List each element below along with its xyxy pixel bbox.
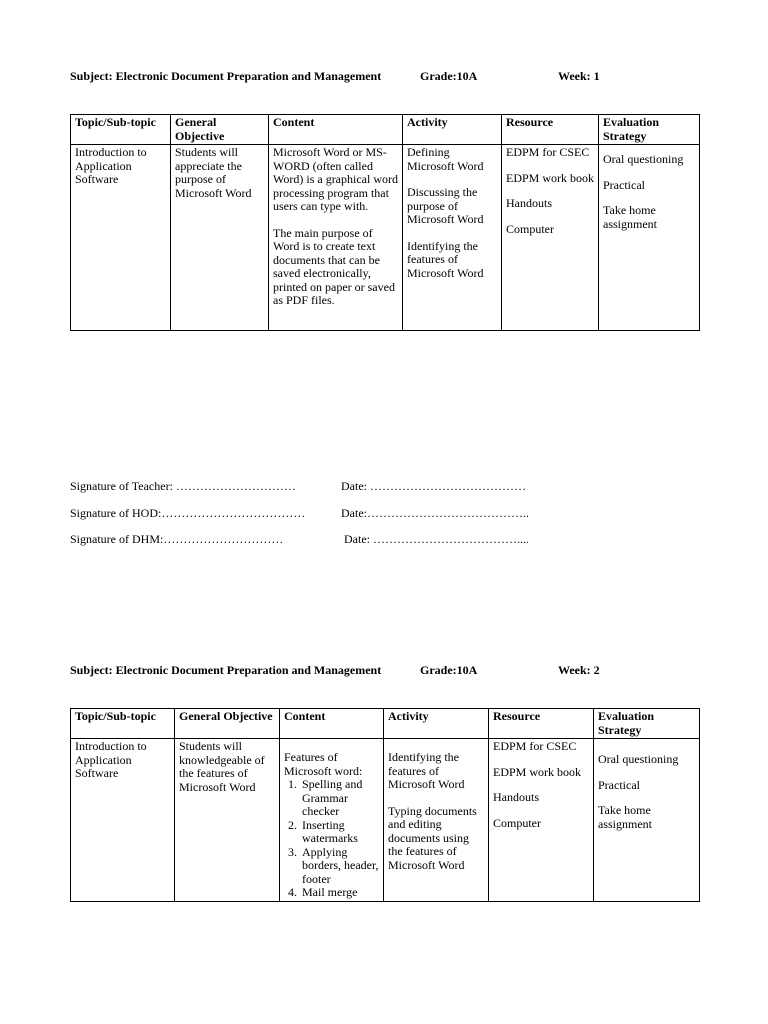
week1-activity-item: Identifying the features of Microsoft Word <box>407 238 484 280</box>
col-objective-header: General Objective <box>171 115 269 145</box>
col-activity-header: Activity <box>403 115 502 145</box>
signature-teacher-row <box>70 479 570 493</box>
week2-resource-item: Computer <box>493 815 541 830</box>
signature-hod-row <box>70 506 570 520</box>
week1-week: Week: 1 <box>558 69 600 83</box>
signature-teacher-date: Date: ………………………………… <box>341 479 526 493</box>
week2-content-cell <box>280 739 384 902</box>
week2-resource-item: EDPM work book <box>493 764 582 779</box>
week2-features-list <box>284 778 379 900</box>
col-evaluation-header: Evaluation Strategy <box>599 115 700 145</box>
week1-resource-cell <box>502 145 599 331</box>
week2-header <box>70 663 710 677</box>
week1-evaluation-item: Practical <box>603 177 645 192</box>
week1-content-para-1: Microsoft Word or MS-WORD (often called Word) is a graphical word processing program that users can type with. <box>273 145 398 213</box>
week2-evaluation-item: Oral questioning <box>598 752 679 766</box>
week1-resource-item: Handouts <box>506 196 552 210</box>
week2-header-row <box>71 709 700 739</box>
week1-lesson-table <box>70 114 700 331</box>
col-topic-header: Topic/Sub-topic <box>71 709 175 739</box>
col-content-header: Content <box>269 115 403 145</box>
week2-objective-cell: Students will knowledgeable of the features of Microsoft Word <box>175 739 280 902</box>
week1-header <box>70 69 710 83</box>
week1-content-para-2: The main purpose of Word is to create text documents that can be saved electronically, printed on paper or saved as PDF files. <box>273 225 395 307</box>
week1-subject: Subject: Electronic Document Preparation and Management <box>70 69 382 83</box>
week2-resource-cell <box>489 739 594 902</box>
list-item: 2. Inserting watermarks <box>300 819 379 846</box>
col-resource-header: Resource <box>489 709 594 739</box>
week1-objective-cell: Students will appreciate the purpose of Microsoft Word <box>171 145 269 331</box>
week1-resource-item: Computer <box>506 221 554 236</box>
week2-activity-cell <box>384 739 489 902</box>
signature-teacher: Signature of Teacher: ………………………… <box>70 479 296 493</box>
signature-dhm-date: Date: ……………………………….... <box>344 532 529 546</box>
week2-resource-item: Handouts <box>493 790 539 804</box>
signature-dhm-row <box>70 532 570 546</box>
week1-header-row <box>71 115 700 145</box>
col-content-header: Content <box>280 709 384 739</box>
week1-evaluation-item: Oral questioning <box>603 152 684 166</box>
week2-topic-cell: Introduction to Application Software <box>71 739 175 902</box>
list-item: 4. Mail merge <box>300 886 379 900</box>
signature-dhm: Signature of DHM:………………………… <box>70 532 284 546</box>
signature-hod: Signature of HOD:……………………………… <box>70 506 306 520</box>
week2-resource-item: EDPM for CSEC <box>493 739 577 753</box>
week1-topic-cell: Introduction to Application Software <box>71 145 171 331</box>
week1-activity-cell <box>403 145 502 331</box>
week2-activity-item: Typing documents and editing documents using the features of Microsoft Word <box>388 803 477 872</box>
week2-evaluation-item: Take home assignment <box>598 803 652 831</box>
week1-evaluation-cell <box>599 145 700 331</box>
week1-grade: Grade:10A <box>420 69 478 83</box>
week1-content-cell <box>269 145 403 331</box>
signature-hod-date: Date:………………………………….. <box>341 506 529 520</box>
col-resource-header: Resource <box>502 115 599 145</box>
week2-content-intro: Features of Microsoft word: <box>284 750 363 778</box>
week1-evaluation-item: Take home assignment <box>603 203 657 231</box>
week2-lesson-table <box>70 708 700 902</box>
col-evaluation-header: Evaluation Strategy <box>594 709 700 739</box>
col-topic-header: Topic/Sub-topic <box>71 115 171 145</box>
week2-body-row <box>71 739 700 902</box>
week1-activity-item: Defining Microsoft Word <box>407 145 484 173</box>
col-activity-header: Activity <box>384 709 489 739</box>
week2-evaluation-item: Practical <box>598 777 640 792</box>
week2-grade: Grade:10A <box>420 663 478 677</box>
week2-evaluation-cell <box>594 739 700 902</box>
week1-body-row <box>71 145 700 331</box>
list-item: 1. Spelling and Grammar checker <box>300 778 379 819</box>
week1-activity-item: Discussing the purpose of Microsoft Word <box>407 185 484 226</box>
week1-resource-item: EDPM work book <box>506 170 595 185</box>
week2-week: Week: 2 <box>558 663 600 677</box>
week2-subject: Subject: Electronic Document Preparation and Management <box>70 663 382 677</box>
week1-resource-item: EDPM for CSEC <box>506 145 590 159</box>
col-objective-header: General Objective <box>175 709 280 739</box>
list-item: 3. Applying borders, header, footer <box>300 846 379 887</box>
week2-activity-item: Identifying the features of Microsoft Word <box>388 750 465 791</box>
